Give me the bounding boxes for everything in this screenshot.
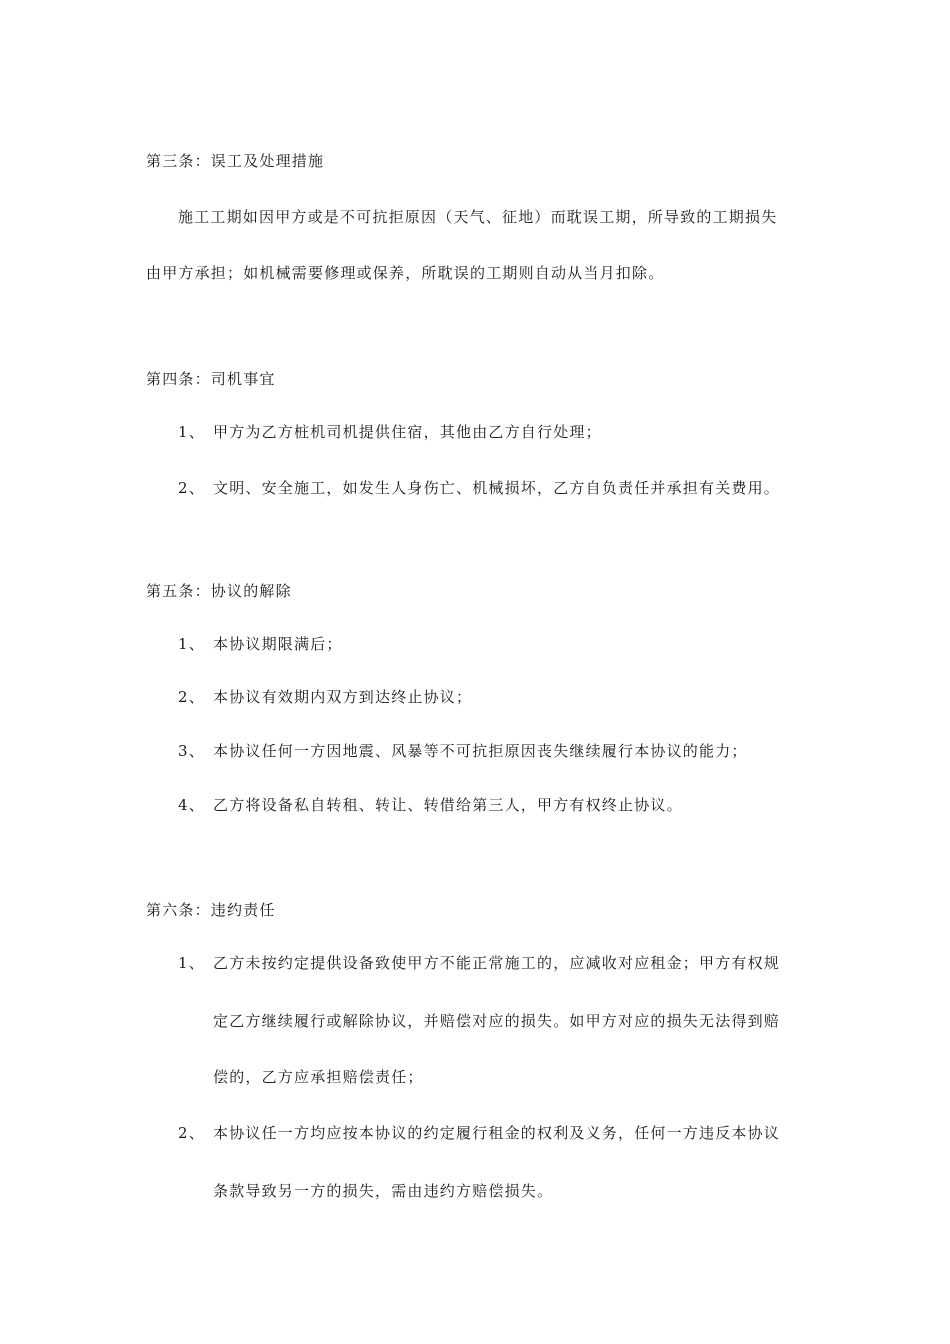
article5-item1-number: 1、 xyxy=(178,635,205,653)
article4-item1-text: 甲方为乙方桩机司机提供住宿，其他由乙方自行处理； xyxy=(213,423,602,441)
article6-item1-line2: 定乙方继续履行或解除协议，并赔偿对应的损失。如甲方对应的损失无法得到赔 xyxy=(213,1012,781,1030)
article4-heading: 第四条：司机事宜 xyxy=(146,370,276,388)
article5-item2-number: 2、 xyxy=(178,688,205,706)
article3-heading: 第三条：误工及处理措施 xyxy=(146,152,325,170)
article5-item4-number: 4、 xyxy=(178,796,205,814)
article5-item3-number: 3、 xyxy=(178,742,205,760)
article4-item1-number: 1、 xyxy=(178,423,205,441)
article3-paragraph-line1: 施工工期如因甲方或是不可抗拒原因（天气、征地）而耽误工期，所导致的工期损失 xyxy=(178,208,778,226)
article5-item2-text: 本协议有效期内双方到达终止协议； xyxy=(213,688,473,706)
article5-item4-text: 乙方将设备私自转租、转让、转借给第三人，甲方有权终止协议。 xyxy=(213,796,683,814)
article6-item2-line2: 条款导致另一方的损失，需由违约方赔偿损失。 xyxy=(213,1182,554,1200)
article6-item2-line1: 本协议任一方均应按本协议的约定履行租金的权利及义务，任何一方违反本协议 xyxy=(213,1124,781,1142)
article6-item1-line3: 偿的，乙方应承担赔偿责任； xyxy=(213,1068,424,1086)
article6-item2-number: 2、 xyxy=(178,1124,205,1142)
article6-item1-line1: 乙方未按约定提供设备致使甲方不能正常施工的，应减收对应租金；甲方有权规 xyxy=(213,954,781,972)
article5-heading: 第五条：协议的解除 xyxy=(146,582,292,600)
article5-item1-text: 本协议期限满后； xyxy=(213,635,343,653)
article6-item1-number: 1、 xyxy=(178,954,205,972)
article4-item2-text: 文明、安全施工，如发生人身伤亡、机械损坏，乙方自负责任并承担有关费用。 xyxy=(213,479,781,497)
article6-heading: 第六条：违约责任 xyxy=(146,901,276,919)
article3-paragraph-line2: 由甲方承担；如机械需要修理或保养，所耽误的工期则自动从当月扣除。 xyxy=(146,264,665,282)
article4-item2-number: 2、 xyxy=(178,479,205,497)
article5-item3-text: 本协议任何一方因地震、风暴等不可抗拒原因丧失继续履行本协议的能力； xyxy=(213,742,748,760)
